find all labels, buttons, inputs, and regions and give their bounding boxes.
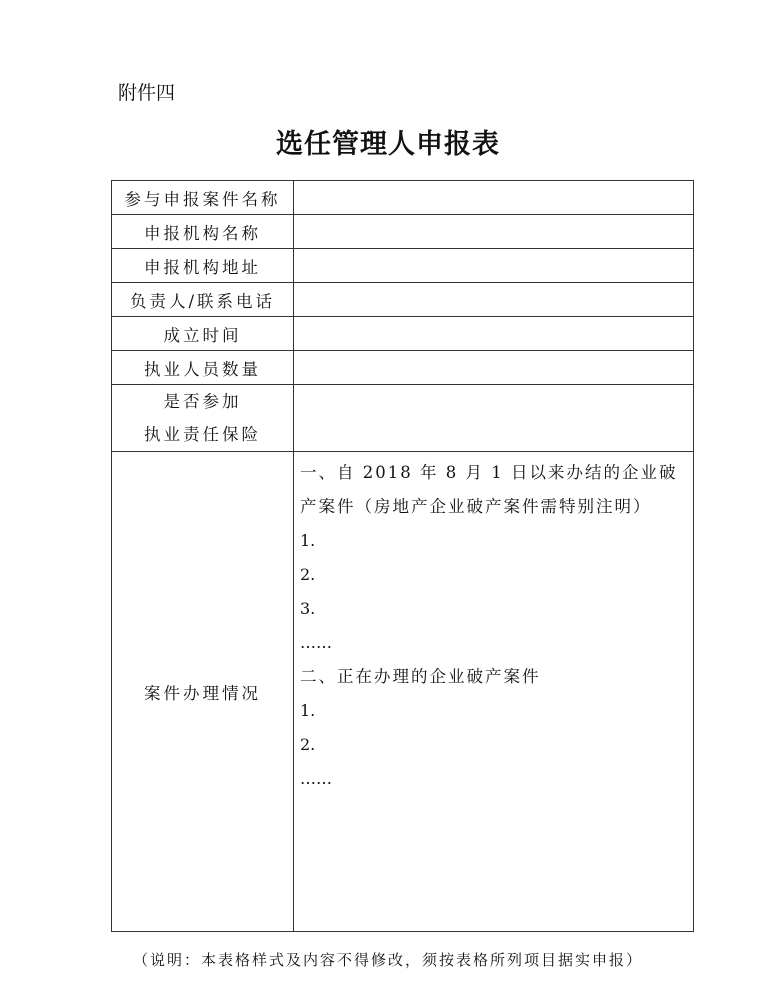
insurance-label: [112, 385, 294, 452]
insurance-field[interactable]: [294, 385, 694, 452]
section2-title: 二、正在办理的企业破产案件: [300, 667, 541, 686]
section1-item-1: 1.: [300, 531, 316, 550]
form-row-case-name: [112, 181, 694, 215]
form-row-founded: [112, 317, 694, 351]
contact-field[interactable]: [294, 283, 694, 317]
org-address-label: 申报机构地址: [112, 249, 294, 283]
form-row-staff-count: [112, 351, 694, 385]
cases-field[interactable]: [294, 452, 694, 932]
form-row-org-address: [112, 249, 694, 283]
cases-label: 案件办理情况: [112, 452, 294, 932]
case-name-field[interactable]: [294, 181, 694, 215]
section1-ellipsis: ……: [300, 633, 332, 652]
application-form-table: [111, 180, 694, 932]
attachment-label: 附件四: [118, 82, 176, 104]
form-row-cases: [112, 452, 694, 932]
founded-field[interactable]: [294, 317, 694, 351]
section1-item-3: 3.: [300, 599, 316, 618]
staff-count-label: 执业人员数量: [112, 351, 294, 385]
section2-ellipsis: ……: [300, 769, 332, 788]
staff-count-field[interactable]: [294, 351, 694, 385]
section1-title-line2: 产案件（房地产企业破产案件需特别注明）: [300, 497, 652, 516]
section2-item-1: 1.: [300, 701, 316, 720]
case-name-label: 参与申报案件名称: [112, 181, 294, 215]
org-name-field[interactable]: [294, 215, 694, 249]
section2-item-2: 2.: [300, 735, 316, 754]
founded-label: 成立时间: [112, 317, 294, 351]
form-row-org-name: [112, 215, 694, 249]
section1-item-2: 2.: [300, 565, 316, 584]
contact-label: 负责人/联系电话: [112, 283, 294, 317]
insurance-label-line2: 执业责任保险: [144, 425, 261, 444]
insurance-label-line1: 是否参加: [163, 392, 242, 411]
org-address-field[interactable]: [294, 249, 694, 283]
footnote: （说明：本表格样式及内容不得修改，须按表格所列项目据实申报）: [132, 951, 643, 969]
form-row-insurance: [112, 385, 694, 452]
section1-title-line1: 一、自 2018 年 8 月 1 日以来办结的企业破: [300, 463, 678, 482]
form-row-contact: [112, 283, 694, 317]
page-title: 选任管理人申报表: [276, 129, 500, 160]
org-name-label: 申报机构名称: [112, 215, 294, 249]
